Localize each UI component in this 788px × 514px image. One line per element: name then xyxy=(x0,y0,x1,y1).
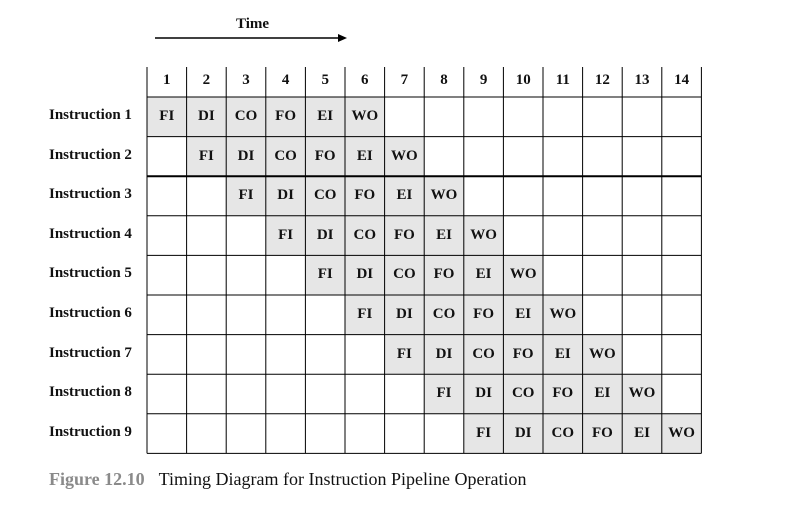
column-header-7: 7 xyxy=(400,72,409,88)
stage-co: CO xyxy=(313,187,337,204)
figure-title: Timing Diagram for Instruction Pipeline Operation xyxy=(158,469,527,489)
row-label-instruction-6: Instruction 6 xyxy=(49,305,132,321)
stage-di: DI xyxy=(435,345,453,362)
stage-co: CO xyxy=(551,424,575,441)
column-header-13: 13 xyxy=(634,72,650,88)
figure-number: Figure 12.10 xyxy=(49,469,145,489)
row-label-instruction-2: Instruction 2 xyxy=(49,146,132,163)
stage-wo: WO xyxy=(549,306,577,322)
stage-fo: FO xyxy=(512,345,534,362)
column-header-1: 1 xyxy=(163,72,171,88)
stage-fi: FI xyxy=(476,424,492,441)
stage-di: DI xyxy=(316,226,334,243)
stage-di: DI xyxy=(475,385,492,402)
row-label-instruction-3: Instruction 3 xyxy=(49,186,132,203)
column-header-5: 5 xyxy=(321,72,329,88)
stage-ei: EI xyxy=(475,266,492,283)
stage-fo: FO xyxy=(552,385,574,402)
stage-fi: FI xyxy=(159,108,175,124)
stage-di: DI xyxy=(356,266,374,283)
stage-ei: EI xyxy=(356,147,373,164)
column-header-10: 10 xyxy=(515,72,531,88)
stage-wo: WO xyxy=(668,424,695,441)
stage-ei: EI xyxy=(436,226,452,243)
stage-fi: FI xyxy=(198,147,214,164)
stage-ei: EI xyxy=(594,385,611,402)
stage-fo: FO xyxy=(473,306,495,322)
column-header-11: 11 xyxy=(555,72,570,88)
stage-co: CO xyxy=(511,385,535,402)
figure-caption xyxy=(49,469,526,490)
stage-di: DI xyxy=(396,306,413,322)
stage-fo: FO xyxy=(354,187,376,204)
stage-co: CO xyxy=(472,345,495,362)
stage-fi: FI xyxy=(317,266,333,283)
stage-fi: FI xyxy=(396,345,412,362)
stage-fo: FO xyxy=(275,108,297,124)
stage-fo: FO xyxy=(433,266,455,283)
row-label-instruction-9: Instruction 9 xyxy=(49,423,132,440)
stage-co: CO xyxy=(274,147,297,164)
stage-wo: WO xyxy=(589,345,616,362)
time-axis-label: Time xyxy=(236,16,270,32)
stage-fi: FI xyxy=(436,385,452,402)
stage-wo: WO xyxy=(509,266,537,283)
stage-fo: FO xyxy=(314,147,336,164)
stage-di: DI xyxy=(514,424,532,441)
stage-ei: EI xyxy=(634,424,650,441)
column-header-3: 3 xyxy=(242,72,250,88)
stage-wo: WO xyxy=(430,187,458,204)
column-header-14: 14 xyxy=(674,72,690,88)
column-header-2: 2 xyxy=(202,72,211,88)
column-header-9: 9 xyxy=(479,72,488,88)
column-header-12: 12 xyxy=(594,72,610,88)
stage-ei: EI xyxy=(317,108,334,124)
stage-wo: WO xyxy=(470,226,497,243)
stage-fo: FO xyxy=(393,226,415,243)
stage-fi: FI xyxy=(238,187,254,204)
stage-di: DI xyxy=(237,147,255,164)
stage-fo: FO xyxy=(591,424,613,441)
stage-co: CO xyxy=(432,306,456,322)
stage-di: DI xyxy=(277,187,294,204)
stage-ei: EI xyxy=(396,187,413,204)
stage-wo: WO xyxy=(628,385,656,402)
row-label-instruction-7: Instruction 7 xyxy=(49,344,132,361)
stage-co: CO xyxy=(234,108,258,124)
stage-fi: FI xyxy=(278,226,294,243)
stage-di: DI xyxy=(198,108,215,124)
stage-co: CO xyxy=(393,266,416,283)
stage-fi: FI xyxy=(357,306,373,322)
stage-ei: EI xyxy=(515,306,532,322)
stage-wo: WO xyxy=(351,108,379,124)
column-header-6: 6 xyxy=(361,72,369,88)
row-label-instruction-4: Instruction 4 xyxy=(49,225,132,242)
row-label-instruction-8: Instruction 8 xyxy=(49,384,132,401)
stage-wo: WO xyxy=(391,147,418,164)
column-header-4: 4 xyxy=(281,72,290,88)
stage-co: CO xyxy=(353,226,377,243)
row-label-instruction-1: Instruction 1 xyxy=(49,107,132,123)
stage-ei: EI xyxy=(554,345,571,362)
row-label-instruction-5: Instruction 5 xyxy=(49,265,132,282)
column-header-8: 8 xyxy=(440,72,448,88)
